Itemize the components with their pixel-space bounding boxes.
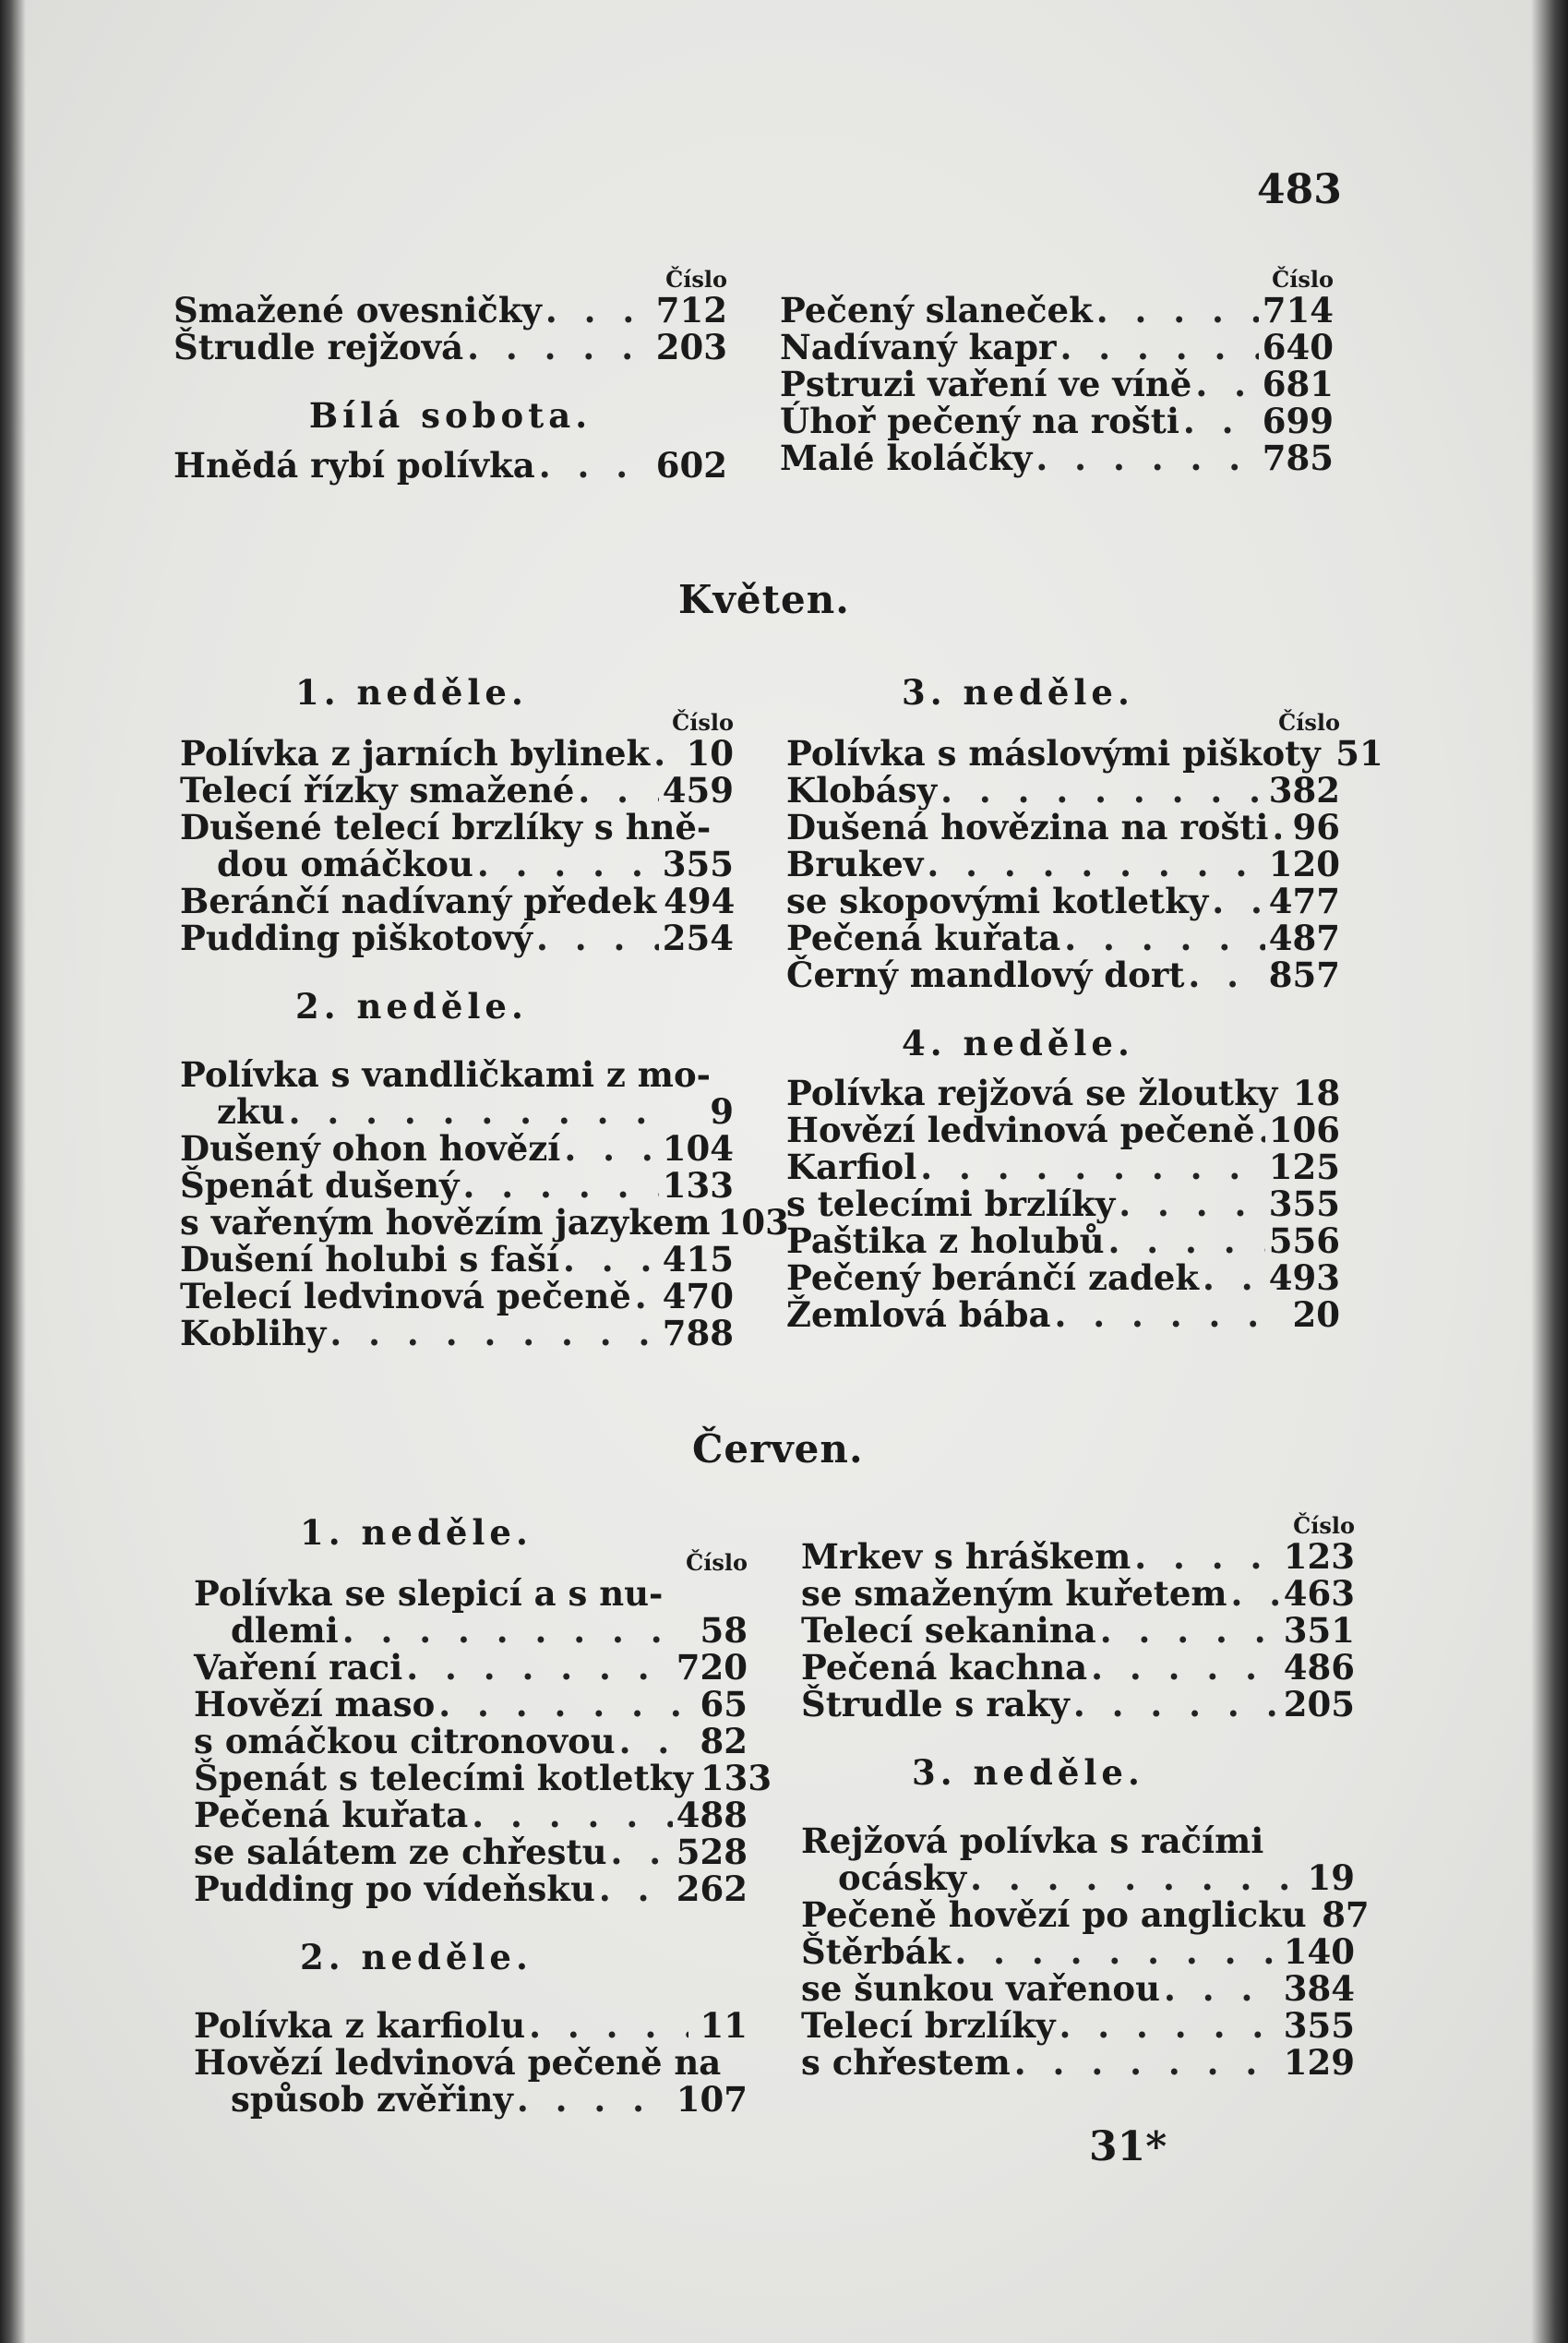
- dot-leader: [1054, 1296, 1281, 1333]
- dot-leader: [927, 846, 1264, 883]
- bila-sobota-list: [174, 447, 727, 484]
- menu-item-name: Polívka z karfiolu: [194, 2005, 526, 2046]
- recipe-number: 470: [662, 1276, 734, 1316]
- recipe-number: 120: [1268, 844, 1340, 884]
- menu-entry: [180, 1278, 734, 1315]
- menu-item-name: Žemlová bába: [786, 1294, 1051, 1335]
- menu-item-name: Hovězí ledvinová pečeně na: [194, 2042, 722, 2083]
- recipe-number: 123: [1283, 1536, 1355, 1577]
- menu-entry: [801, 2044, 1355, 2081]
- menu-entry: [180, 883, 734, 919]
- dot-leader: [1231, 1575, 1280, 1612]
- menu-entry: [801, 1894, 1370, 1935]
- menu-item-name: Špenát dušený: [180, 1165, 460, 1206]
- recipe-number: 463: [1283, 1573, 1355, 1614]
- dot-leader: [1183, 403, 1259, 439]
- dot-leader: [1107, 1222, 1264, 1259]
- dot-leader: [610, 1833, 672, 1870]
- menu-item-name-continuation: ocásky: [838, 1857, 967, 1898]
- menu-item-name: Polívka s máslovými piškoty: [786, 733, 1321, 774]
- recipe-number: 205: [1283, 1684, 1355, 1724]
- recipe-number: 20: [1292, 1294, 1340, 1335]
- menu-item-name: Dušená hovězina na rošti: [786, 807, 1269, 847]
- recipe-number: 19: [1307, 1857, 1355, 1898]
- recipe-number: 133: [700, 1758, 772, 1798]
- menu-item-name: Dušené telecí brzlíky s hně-: [180, 807, 712, 847]
- recipe-number: 203: [655, 327, 727, 367]
- dot-leader: [599, 1870, 673, 1907]
- page-number: 483: [1257, 166, 1342, 213]
- menu-entry: [786, 1148, 1340, 1185]
- menu-entry: [786, 846, 1340, 883]
- dot-leader: [1073, 1686, 1280, 1723]
- menu-item-name: Pečeně hovězí po anglicku: [801, 1894, 1307, 1935]
- month-cerven-title: Červen.: [692, 1426, 864, 1472]
- dot-leader: [438, 1686, 688, 1723]
- recipe-number: 351: [1283, 1610, 1355, 1651]
- menu-item-name: Telecí sekanina: [801, 1610, 1096, 1651]
- page-edge-right: [1531, 0, 1568, 2343]
- menu-entry: [780, 366, 1334, 403]
- recipe-number: 556: [1268, 1220, 1340, 1261]
- recipe-number: 104: [662, 1128, 734, 1169]
- menu-entry: [194, 1686, 748, 1723]
- menu-item-name: Pečená kachna: [801, 1647, 1088, 1688]
- menu-item-name: se skopovými kotletky: [786, 881, 1209, 921]
- cerven-right-column: [801, 1512, 1370, 2083]
- bila-sobota-heading: Bílá sobota.: [308, 395, 592, 436]
- menu-item-name: Hovězí maso: [194, 1684, 436, 1724]
- recipe-number: 96: [1292, 807, 1340, 847]
- menu-entry: [180, 846, 734, 883]
- menu-entry: [194, 1796, 748, 1833]
- cerven-w2-list: [194, 2007, 748, 2118]
- menu-item-name: Štrudle s raky: [801, 1684, 1070, 1724]
- menu-entry: [174, 329, 727, 366]
- dot-leader: [539, 447, 652, 484]
- top-right-list: [780, 292, 1334, 476]
- dot-leader: [940, 772, 1265, 809]
- recipe-number: 262: [676, 1868, 748, 1909]
- kveten-w3-heading: 3. neděle.: [902, 672, 1134, 713]
- dot-leader: [1119, 1185, 1265, 1222]
- cerven-w2-heading: 2. neděle.: [300, 1937, 533, 1977]
- menu-item-name: s omáčkou citronovou: [194, 1721, 616, 1761]
- dot-leader: [342, 1612, 688, 1649]
- recipe-number: 18: [1292, 1073, 1341, 1113]
- menu-entry: [780, 403, 1334, 439]
- menu-item-name: Beránčí nadívaný předek: [180, 881, 657, 921]
- recipe-number: 720: [676, 1647, 748, 1688]
- recipe-number: 106: [1268, 1110, 1340, 1150]
- recipe-number: 382: [1268, 770, 1340, 811]
- menu-item-name: Štěrbák: [801, 1931, 952, 1972]
- cerven-w1-heading: 1. neděle.: [300, 1512, 533, 1553]
- recipe-number: 107: [676, 2079, 748, 2120]
- menu-item-name-continuation: dou omáčkou: [217, 844, 473, 884]
- menu-item-name: s telecími brzlíky: [786, 1184, 1116, 1224]
- menu-item-name: Pečená kuřata: [194, 1795, 469, 1835]
- cislo-label: Číslo: [1293, 1512, 1355, 1539]
- menu-item-name: Polívka rejžová se žloutky: [786, 1073, 1278, 1113]
- cerven-w1-right-list: [801, 1538, 1355, 1723]
- menu-entry: [801, 2007, 1355, 2044]
- menu-entry: [174, 447, 727, 484]
- dot-leader: [920, 1148, 1265, 1185]
- dot-leader: [619, 1723, 688, 1760]
- menu-entry: [194, 1612, 748, 1649]
- dot-leader: [1035, 439, 1258, 476]
- menu-entry: [194, 1758, 772, 1798]
- menu-item-name: Klobásy: [786, 770, 938, 811]
- dot-leader: [563, 1241, 659, 1278]
- kveten-w4-list: [786, 1075, 1340, 1333]
- cislo-label: Číslo: [1272, 266, 1334, 293]
- menu-item-name: Paštika z holubů: [786, 1220, 1105, 1261]
- menu-item-name-continuation: spůsob zvěřiny: [231, 2079, 513, 2120]
- menu-item-name: Vaření raci: [194, 1647, 403, 1688]
- menu-item-name: Pečená kuřata: [786, 918, 1061, 958]
- recipe-number: 51: [1335, 733, 1383, 774]
- recipe-number: 10: [686, 733, 734, 774]
- menu-entry: [180, 1130, 734, 1167]
- menu-entry: [780, 329, 1334, 366]
- dot-leader: [564, 1130, 658, 1167]
- dot-leader: [1096, 292, 1259, 329]
- kveten-w4-heading: 4. neděle.: [902, 1023, 1134, 1063]
- menu-entry: [780, 292, 1334, 329]
- top-left-list: [174, 292, 727, 366]
- month-kveten-title: Květen.: [678, 577, 850, 622]
- recipe-number: 129: [1283, 2042, 1355, 2083]
- dot-leader: [545, 292, 652, 329]
- dot-leader: [1272, 809, 1281, 846]
- menu-item-name: Špenát s telecími kotletky: [194, 1758, 693, 1798]
- dot-leader: [954, 1933, 1279, 1970]
- menu-item-name: Pečený slaneček: [780, 290, 1093, 330]
- cislo-label: Číslo: [672, 709, 734, 736]
- menu-entry: [786, 1296, 1340, 1333]
- menu-entry: [194, 1649, 748, 1686]
- menu-entry: [194, 1870, 748, 1907]
- cerven-w3-heading: 3. neděle.: [912, 1752, 1144, 1793]
- recipe-number: 254: [662, 918, 734, 958]
- dot-leader: [1059, 2007, 1280, 2044]
- kveten-w1-heading: 1. neděle.: [295, 672, 528, 713]
- recipe-number: 488: [676, 1795, 748, 1835]
- menu-entry: [780, 439, 1334, 476]
- menu-entry: [194, 1723, 748, 1760]
- menu-item-name: Úhoř pečený na rošti: [780, 401, 1179, 441]
- cerven-left-column: [194, 1512, 772, 2120]
- menu-item-name: s vařeným hovězím jazykem: [180, 1202, 711, 1243]
- kveten-w1-list: [180, 735, 734, 956]
- dot-leader: [635, 1278, 659, 1315]
- recipe-number: 65: [700, 1684, 748, 1724]
- recipe-number: 103: [717, 1202, 789, 1243]
- menu-entry: [786, 809, 1340, 846]
- dot-leader: [467, 329, 652, 366]
- dot-leader: [1212, 883, 1265, 919]
- dot-leader: [1134, 1538, 1280, 1575]
- menu-entry: [180, 1315, 734, 1352]
- kveten-right-column: [786, 672, 1383, 1335]
- recipe-number: 58: [700, 1610, 748, 1651]
- menu-entry: [786, 1222, 1340, 1259]
- dot-leader: [970, 1859, 1296, 1896]
- menu-entry: [801, 1649, 1355, 1686]
- dot-leader: [1259, 1111, 1265, 1148]
- dot-leader: [1091, 1649, 1280, 1686]
- menu-entry: [786, 733, 1383, 774]
- menu-entry: [786, 883, 1340, 919]
- dot-leader: [578, 772, 658, 809]
- dot-leader: [406, 1649, 673, 1686]
- menu-item-name: Brukev: [786, 844, 924, 884]
- recipe-number: 640: [1262, 327, 1334, 367]
- recipe-number: 355: [1268, 1184, 1340, 1224]
- menu-entry: [180, 1202, 789, 1243]
- recipe-number: 712: [655, 290, 727, 330]
- menu-entry: [194, 1833, 748, 1870]
- menu-entry: [180, 1167, 734, 1204]
- dot-leader: [1059, 329, 1258, 366]
- dot-leader: [517, 2081, 673, 2118]
- dot-leader: [1064, 919, 1265, 956]
- menu-item-name: Pstruzi vaření ve víně: [780, 364, 1192, 404]
- top-left-column: [174, 268, 727, 484]
- recipe-number: 602: [655, 445, 727, 486]
- cerven-w3-list: [801, 1820, 1370, 2083]
- menu-item-name: se smaženým kuřetem: [801, 1573, 1227, 1614]
- dot-leader: [289, 1093, 675, 1130]
- menu-item-name-continuation: zku: [217, 1091, 285, 1132]
- menu-entry: [180, 772, 734, 809]
- menu-entry: [801, 1538, 1355, 1575]
- menu-item-name: Dušený ohon hovězí: [180, 1128, 561, 1169]
- menu-item-name: Polívka se slepicí a s nu-: [194, 1573, 664, 1614]
- kveten-w2-heading: 2. neděle.: [295, 986, 528, 1027]
- menu-entry: [180, 1093, 734, 1130]
- recipe-number: 140: [1283, 1931, 1355, 1972]
- menu-item-name: Hnědá rybí polívka: [174, 445, 535, 486]
- menu-entry: [786, 1075, 1340, 1111]
- dot-leader: [1100, 1612, 1280, 1649]
- recipe-number: 714: [1262, 290, 1334, 330]
- menu-item-name: Smažené ovesničky: [174, 290, 542, 330]
- menu-item-name: Telecí řízky smažené: [180, 770, 575, 811]
- recipe-number: 487: [1268, 918, 1340, 958]
- menu-entry: [801, 1575, 1355, 1612]
- dot-leader: [472, 1796, 673, 1833]
- menu-item-name: Pudding piškotový: [180, 918, 533, 958]
- recipe-number: 355: [662, 844, 734, 884]
- menu-item-name: se šunkou vařenou: [801, 1968, 1160, 2009]
- menu-entry: [801, 1970, 1355, 2007]
- dot-leader: [1203, 1259, 1265, 1296]
- menu-entry: [801, 1933, 1355, 1970]
- menu-entry: [194, 2007, 748, 2044]
- dot-leader: [529, 2007, 688, 2044]
- menu-entry: [180, 1241, 734, 1278]
- recipe-number: 857: [1268, 955, 1340, 995]
- dot-leader: [1188, 956, 1264, 993]
- dot-leader: [653, 735, 675, 772]
- menu-item-name: Telecí brzlíky: [801, 2005, 1056, 2046]
- top-right-column: [780, 268, 1334, 476]
- recipe-number: 486: [1283, 1647, 1355, 1688]
- recipe-number: 384: [1283, 1968, 1355, 2009]
- menu-entry: [786, 1185, 1340, 1222]
- recipe-number: 681: [1262, 364, 1334, 404]
- menu-entry: [786, 956, 1340, 993]
- dot-leader: [1014, 2044, 1280, 2081]
- cislo-label: Číslo: [686, 1549, 748, 1576]
- recipe-number: 125: [1268, 1147, 1340, 1187]
- dot-leader: [463, 1167, 659, 1204]
- menu-item-name: Pudding po vídeňsku: [194, 1868, 595, 1909]
- dot-leader: [536, 919, 659, 956]
- kveten-w3-list: [786, 733, 1383, 995]
- menu-item-name: se salátem ze chřestu: [194, 1832, 607, 1872]
- recipe-number: 133: [662, 1165, 734, 1206]
- page-edge-left: [0, 0, 26, 2343]
- kveten-w2-list: [180, 1054, 789, 1353]
- menu-item-name: Polívka s vandličkami z mo-: [180, 1054, 711, 1095]
- recipe-number: 528: [676, 1832, 748, 1872]
- menu-item-name: Štrudle rejžová: [174, 327, 464, 367]
- menu-entry: [194, 2081, 748, 2118]
- menu-item-name-continuation: dlemi: [231, 1610, 339, 1651]
- kveten-left-column: [180, 672, 789, 1353]
- menu-entry: [786, 919, 1340, 956]
- cislo-label: Číslo: [665, 266, 727, 293]
- recipe-number: 477: [1268, 881, 1340, 921]
- menu-item-name: Polívka z jarních bylinek: [180, 733, 651, 774]
- cislo-label: Číslo: [1278, 709, 1340, 736]
- recipe-number: 788: [662, 1313, 734, 1353]
- recipe-number: 11: [700, 2005, 748, 2046]
- menu-entry: [180, 919, 734, 956]
- dot-leader: [477, 846, 659, 883]
- recipe-number: 82: [700, 1721, 748, 1761]
- menu-item-name: Hovězí ledvinová pečeně: [786, 1110, 1255, 1150]
- menu-entry: [786, 1111, 1340, 1148]
- menu-item-name: Rejžová polívka s račími: [801, 1820, 1264, 1861]
- menu-entry: [174, 292, 727, 329]
- recipe-number: 87: [1322, 1894, 1370, 1935]
- recipe-number: 355: [1283, 2005, 1355, 2046]
- recipe-number: 785: [1262, 438, 1334, 478]
- signature-mark: 31*: [1089, 2123, 1167, 2170]
- menu-item-name: Dušení holubi s faší: [180, 1239, 560, 1280]
- menu-item-name: Malé koláčky: [780, 438, 1033, 478]
- recipe-number: 459: [662, 770, 734, 811]
- recipe-number: 415: [662, 1239, 734, 1280]
- menu-item-name: Telecí ledvinová pečeně: [180, 1276, 631, 1316]
- recipe-number: 699: [1262, 401, 1334, 441]
- dot-leader: [1164, 1970, 1280, 2007]
- menu-item-name: Černý mandlový dort: [786, 955, 1185, 995]
- recipe-number: 9: [710, 1091, 734, 1132]
- recipe-number: 493: [1268, 1257, 1340, 1298]
- menu-item-name: Pečený beránčí zadek: [786, 1257, 1199, 1298]
- menu-item-name: s chřestem: [801, 2042, 1011, 2083]
- menu-entry: [801, 1612, 1355, 1649]
- menu-entry: [786, 772, 1340, 809]
- menu-entry: [786, 1259, 1340, 1296]
- menu-entry: [801, 1686, 1355, 1723]
- menu-entry: [180, 735, 734, 772]
- cerven-w1-list: [194, 1573, 772, 1909]
- menu-item-name: Karfiol: [786, 1147, 917, 1187]
- dot-leader: [329, 1315, 658, 1352]
- menu-item-name: Mrkev s hráškem: [801, 1536, 1131, 1577]
- dot-leader: [1195, 366, 1258, 403]
- recipe-number: 494: [664, 881, 736, 921]
- menu-item-name: Nadívaný kapr: [780, 327, 1057, 367]
- menu-entry: [801, 1859, 1355, 1896]
- menu-item-name: Koblihy: [180, 1313, 327, 1353]
